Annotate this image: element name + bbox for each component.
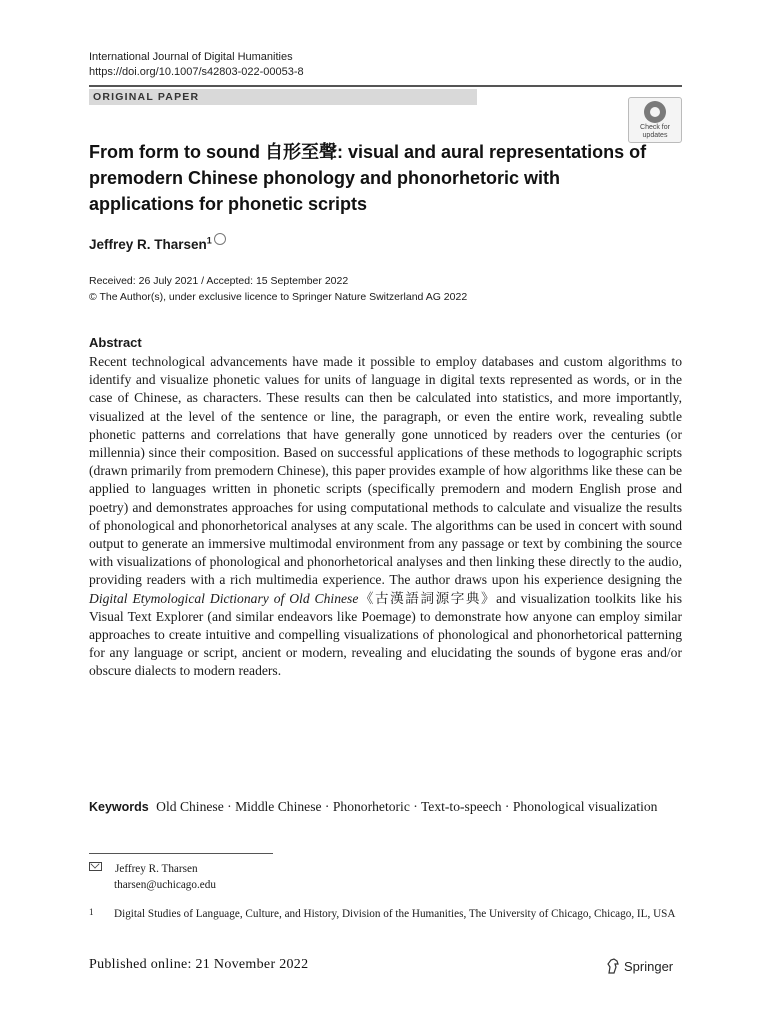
check-for-updates-badge[interactable] xyxy=(628,97,682,143)
footnote-rule xyxy=(89,853,273,854)
envelope-icon xyxy=(89,862,102,871)
abstract-italic-title: Digital Etymological Dictionary of Old Chinese xyxy=(89,590,359,606)
paper-title: From form to sound 自形至聲: visual and aural representations of premodern Chinese phonology and phonorhetoric with applications for phonetic scripts xyxy=(89,142,647,214)
check-updates-line2: updates xyxy=(642,132,668,139)
copyright-line: © The Author(s), under exclusive licence to Springer Nature Switzerland AG 2022 xyxy=(89,291,468,303)
orcid-icon[interactable] xyxy=(214,233,226,245)
publisher-logo xyxy=(606,958,673,974)
affiliation-number: 1 xyxy=(89,907,94,917)
keywords xyxy=(89,797,682,817)
springer-horse-icon xyxy=(606,958,620,974)
author-name[interactable]: Jeffrey R. Tharsen xyxy=(89,237,207,252)
author-email[interactable]: tharsen@uchicago.edu xyxy=(114,879,216,891)
abstract-text-1: Recent technological advancements have made it possible to employ databases and custom algorithms to identify and visualize phonetic values for units of language in digital texts represented as words, or in the case of Chinese, as characters. These results can then be calculated into statistics, and more importantly, visualized at the level of the sentence or line, the paragraph, or even the entire work, revealing subtle phonetic patterns and correlations that have generally gone unnoticed by readers over the centuries (or millennia) since their composition. Based on successful applications of these methods to logographic scripts (drawn primarily from premodern Chinese), this paper provides example of how algorithms like these can be applied to languages written in phonetic scripts (specifically premodern and modern English prose and poetry) and demonstrates approaches for using computational methods to calculate and visualize the results of phonological and phonorhetorical analyses at any scale. The algorithms can be used in concert with sound output to generate an immersive multimodal environment from any passage or text by combining the source with visualizations of phonological and phonorhetorical analyses and then linking these directly to the audio, providing readers with a rich multimedia experience. The author draws upon his experience designing the xyxy=(89,354,682,588)
abstract-heading: Abstract xyxy=(89,335,142,350)
abstract-body xyxy=(89,353,682,681)
article-type-bar xyxy=(89,89,477,105)
keywords-list: Old Chinese · Middle Chinese · Phonorhetoric · Text-to-speech · Phonological visualization xyxy=(156,799,658,814)
corresponding-name: Jeffrey R. Tharsen xyxy=(115,863,198,875)
article-type-label: ORIGINAL PAPER xyxy=(93,91,200,103)
journal-header xyxy=(89,50,304,80)
article-dates xyxy=(89,273,467,305)
abstract-text-2: 《古漢語詞源字典》and visualization toolkits like his Visual Text Explorer (and similar endeavors like Poemage) to demonstrate how anyone can employ similar approaches to create intuitive and compelling visualizations of phonological and phonorhetorical patterning for any language or script, ancient or modern, revealing and elucidating the sounds of bygone eras and/or obscure dialects to modern readers. xyxy=(89,590,682,679)
affiliation-note xyxy=(89,906,682,922)
received-accepted: Received: 26 July 2021 / Accepted: 15 September 2022 xyxy=(89,275,349,287)
doi-link[interactable]: https://doi.org/10.1007/s42803-022-00053-8 xyxy=(89,66,304,78)
check-updates-line1: Check for xyxy=(640,124,670,131)
affiliation-mark: 1 xyxy=(206,235,212,246)
keywords-label: Keywords xyxy=(89,800,149,814)
author-line xyxy=(89,233,226,252)
journal-name: International Journal of Digital Humanities xyxy=(89,51,293,63)
publisher-name: Springer xyxy=(624,959,674,974)
published-online: Published online: 21 November 2022 xyxy=(89,957,309,972)
header-rule xyxy=(89,85,682,87)
check-updates-icon xyxy=(644,101,666,123)
affiliation-text: Digital Studies of Language, Culture, and History, Division of the Humanities, The University of Chicago, Chicago, IL, USA xyxy=(114,908,676,920)
corresponding-author-note xyxy=(89,861,216,893)
